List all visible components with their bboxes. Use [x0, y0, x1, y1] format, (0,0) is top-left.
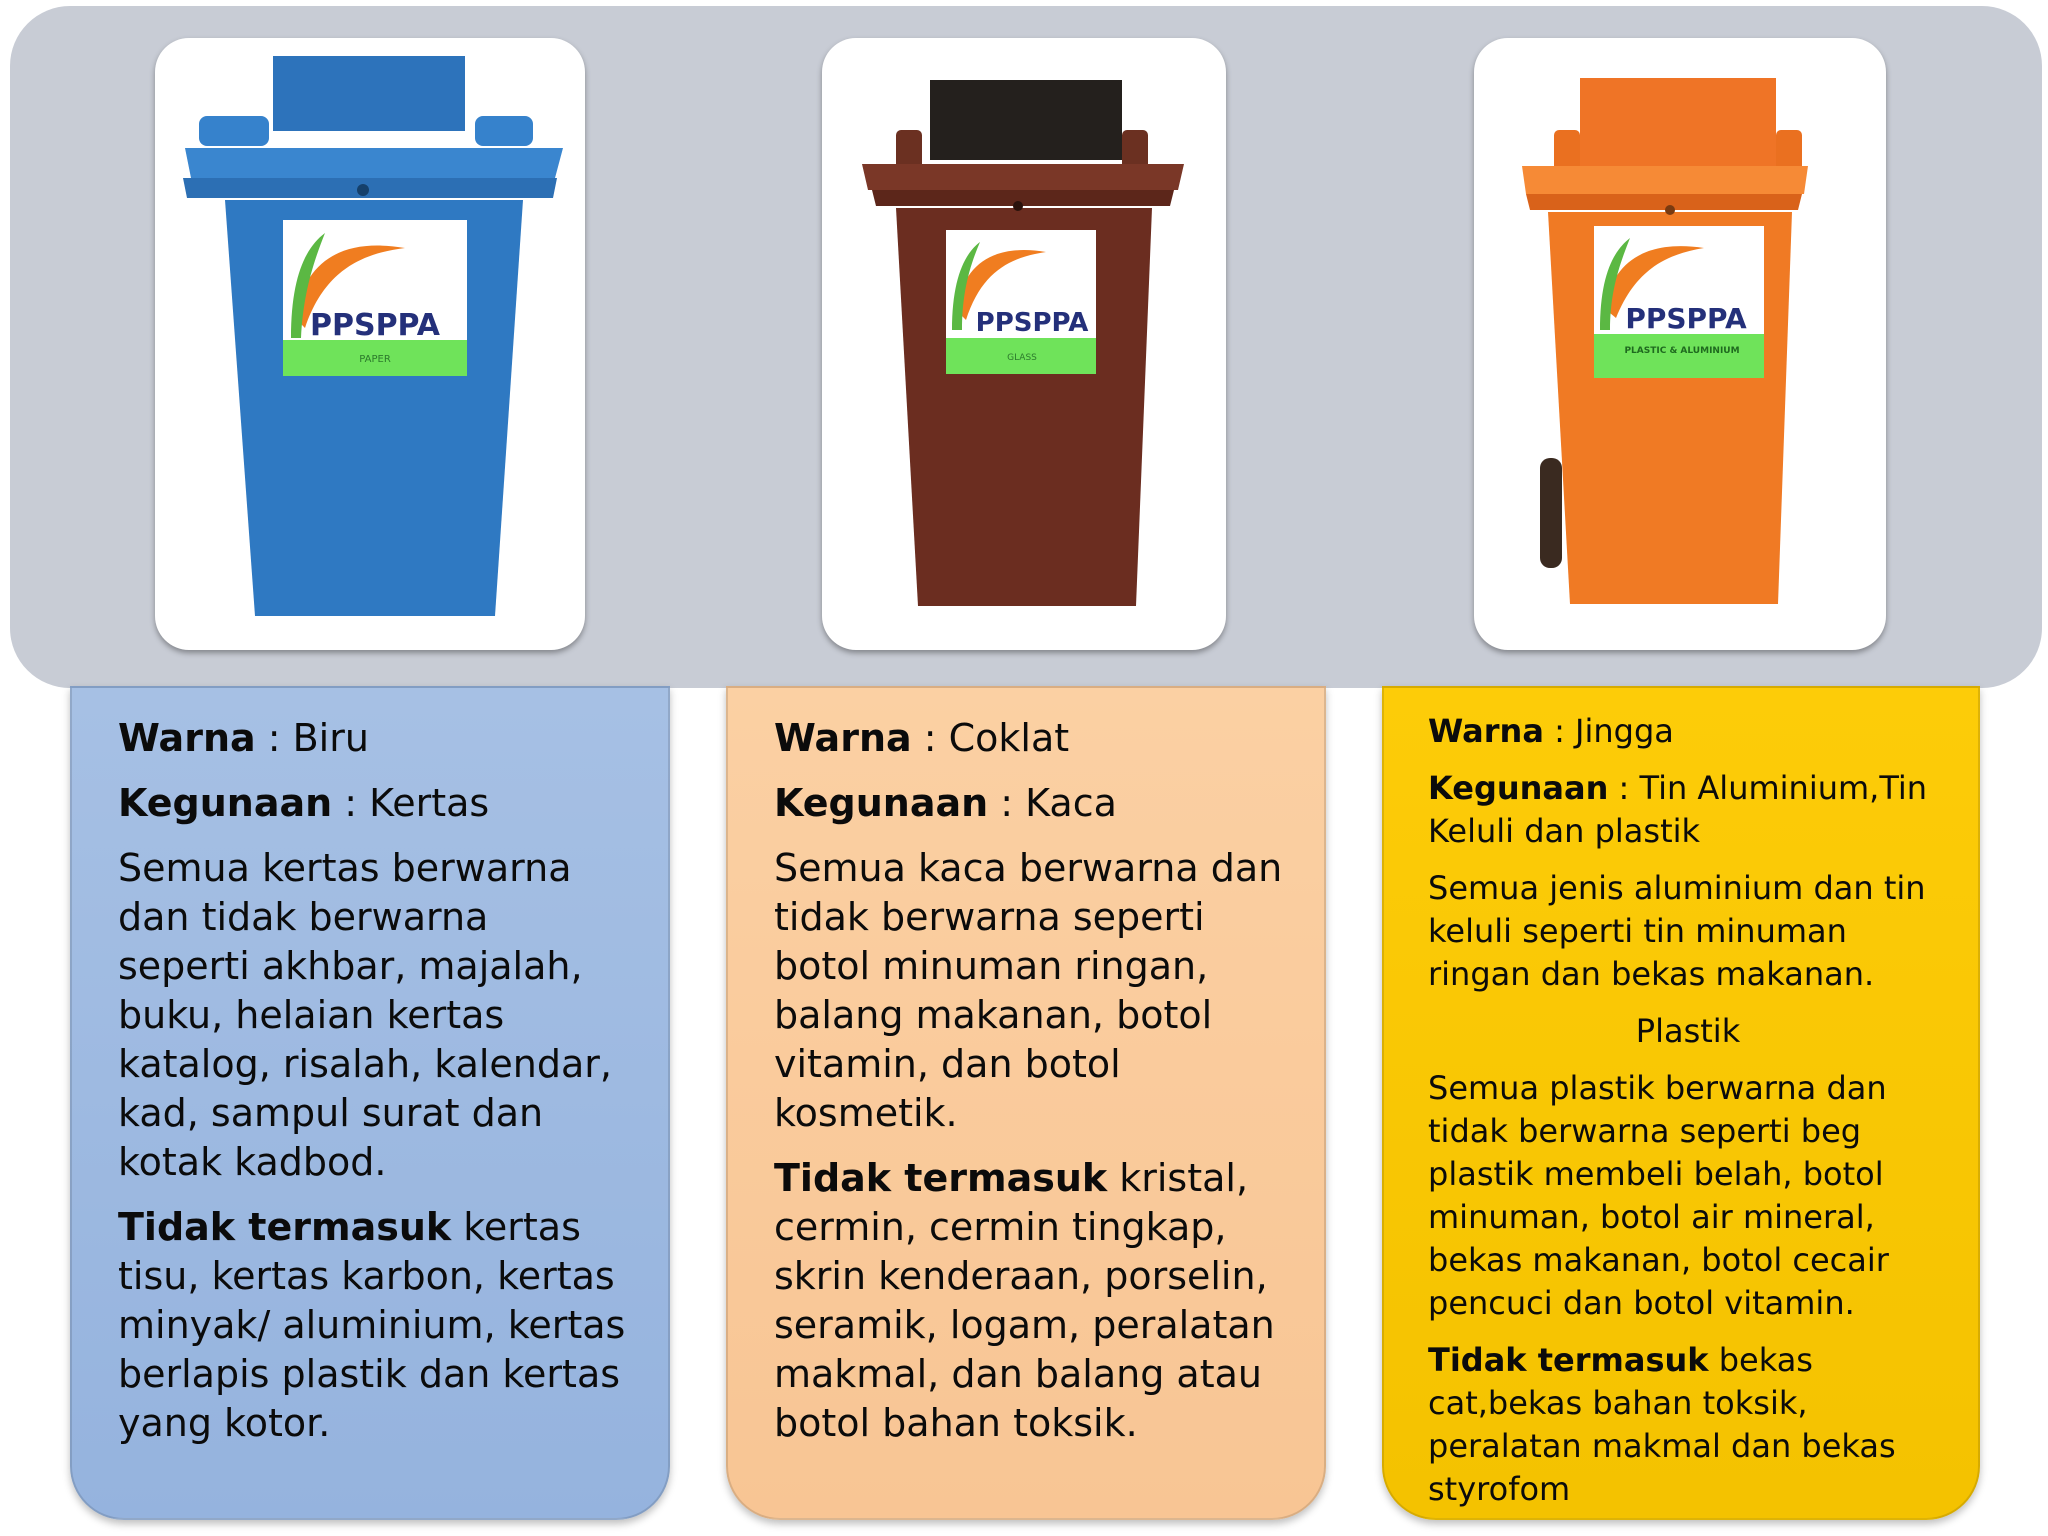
color-label: Warna: [118, 716, 256, 760]
bin-lid: [862, 164, 1184, 190]
bin-logo-text: PPSPPA: [309, 308, 441, 343]
use-label: Kegunaan: [118, 781, 333, 825]
bin-label-text: GLASS: [1007, 353, 1037, 363]
bin-lid: [1522, 166, 1808, 194]
bin-wheel: [1540, 458, 1562, 568]
color-line: [118, 714, 630, 763]
use-label: Kegunaan: [1428, 769, 1609, 807]
info-panel-glass: [726, 686, 1326, 1520]
bin-lid-rim: [872, 190, 1174, 206]
exclusions: [118, 1203, 630, 1448]
exclude-label: Tidak termasuk: [1428, 1341, 1709, 1379]
bin-photo-glass: [822, 38, 1226, 650]
exclusions: [774, 1154, 1286, 1448]
color-value: : Biru: [255, 716, 369, 760]
bin-label-text: PLASTIC & ALUMINIUM: [1624, 346, 1740, 356]
exclude-value: kristal, cermin, cermin tingkap, skrin kenderaan, porselin, seramik, logam, peralatan makmal, dan balang atau botol bahan toksik.: [774, 1156, 1275, 1445]
bin-label-text: PAPER: [359, 354, 391, 365]
use-line: [1428, 767, 1948, 853]
bin-lid-flap: [1580, 78, 1776, 166]
use-line: [118, 779, 630, 828]
blue-bin-illustration: [155, 38, 585, 650]
exclude-value: bekas cat,bekas bahan toksik, peralatan makmal dan bekas styrofom: [1428, 1341, 1896, 1508]
exclude-label: Tidak termasuk: [774, 1156, 1108, 1200]
description: Semua jenis aluminium dan tin keluli seperti tin minuman ringan dan bekas makanan.: [1428, 869, 1926, 993]
use-value: : Kaca: [988, 781, 1117, 825]
orange-bin-illustration: [1474, 38, 1886, 650]
use-value: : Tin Aluminium,Tin Keluli dan plastik: [1428, 769, 1928, 850]
description: Semua kertas berwarna dan tidak berwarna seperti akhbar, majalah, buku, helaian kertas katalog, risalah, kalendar, kad, sampul surat dan kotak kadbod.: [118, 846, 612, 1184]
color-line: [1428, 710, 1948, 753]
color-label: Warna: [1428, 712, 1544, 750]
exclusions: [1428, 1339, 1948, 1511]
bin-lid-rim: [183, 178, 557, 198]
color-value: : Coklat: [911, 716, 1070, 760]
bin-photo-plastic-aluminium: [1474, 38, 1886, 650]
bin-handle-dot: [357, 184, 369, 196]
use-line: [774, 779, 1286, 828]
use-label: Kegunaan: [774, 781, 989, 825]
bin-handle-dot: [1013, 201, 1023, 211]
color-line: [774, 714, 1286, 763]
bin-lid-flap: [273, 56, 465, 131]
bin-lid-flap: [930, 80, 1122, 160]
color-label: Warna: [774, 716, 912, 760]
exclude-value: kertas tisu, kertas karbon, kertas minyak/ aluminium, kertas berlapis plastik dan kertas yang kotor.: [118, 1205, 626, 1445]
exclude-label: Tidak termasuk: [118, 1205, 452, 1249]
bin-lid-rim: [1526, 194, 1802, 210]
bin-hinge-left: [199, 116, 269, 146]
use-value: : Kertas: [332, 781, 490, 825]
bin-photo-paper: [155, 38, 585, 650]
bin-logo-text: PPSPPA: [975, 308, 1089, 338]
bin-logo-text: PPSPPA: [1625, 302, 1747, 335]
info-panel-plastic-aluminium: [1382, 686, 1980, 1520]
description-plastic: Semua plastik berwarna dan tidak berwarna seperti beg plastik membeli belah, botol minuman, botol air mineral, bekas makanan, botol cecair pencuci dan botol vitamin.: [1428, 1069, 1889, 1322]
info-panel-paper: [70, 686, 670, 1520]
bin-handle-dot: [1665, 205, 1675, 215]
bin-lid: [185, 148, 563, 178]
color-value: : Jingga: [1543, 712, 1674, 750]
brown-bin-illustration: [822, 38, 1226, 650]
subheading: Plastik: [1635, 1012, 1741, 1050]
description: Semua kaca berwarna dan tidak berwarna seperti botol minuman ringan, balang makanan, botol vitamin, dan botol kosmetik.: [774, 846, 1283, 1135]
bin-hinge-right: [475, 116, 533, 146]
bin-sticker-band: [1594, 334, 1764, 378]
